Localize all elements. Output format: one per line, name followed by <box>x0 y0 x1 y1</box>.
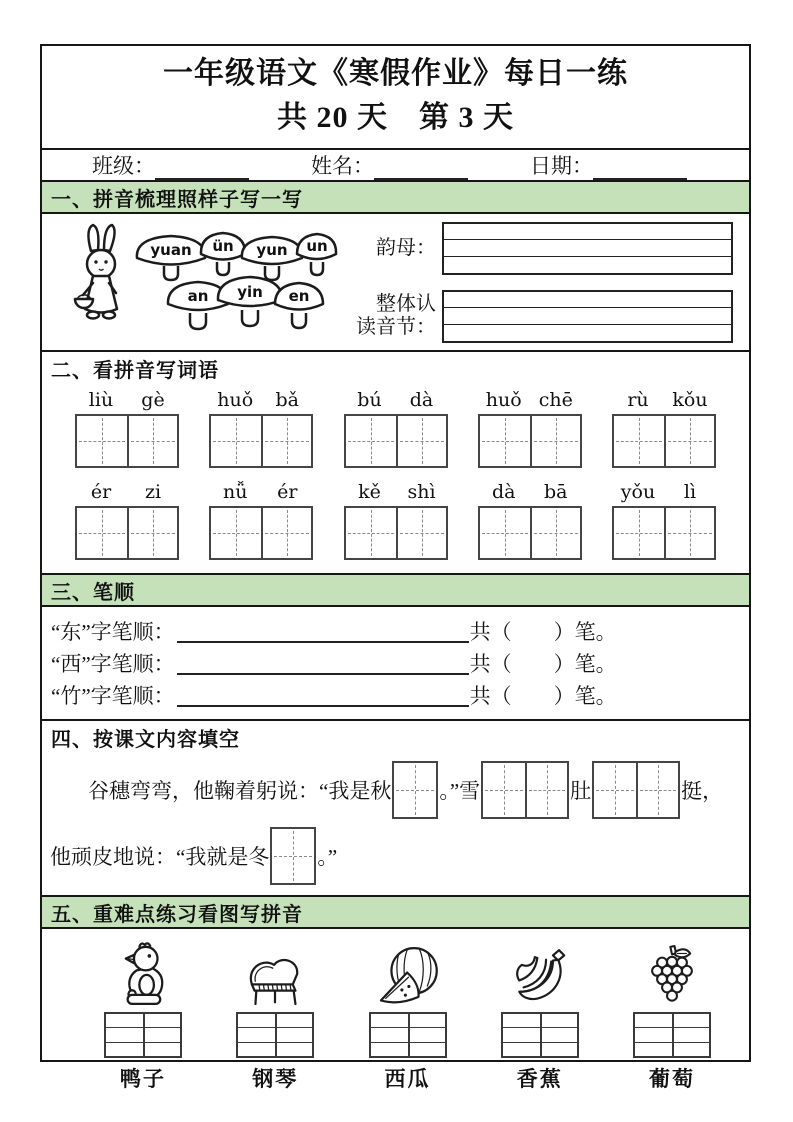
name-blank[interactable] <box>374 156 468 180</box>
mushroom-pinyin: yuan <box>150 241 192 259</box>
yunmu-label: 韵母： <box>376 236 436 259</box>
hanzi-writing-grid[interactable] <box>612 414 716 468</box>
hanzi-writing-grid[interactable] <box>75 414 179 468</box>
fill-text: 挺， <box>681 779 724 803</box>
student-info-row <box>42 150 749 180</box>
pinyin-answer-grid[interactable] <box>633 1012 711 1058</box>
section-1-body <box>42 214 749 350</box>
rabbit-mushroom-illustration <box>66 220 338 344</box>
fill-in-line-1 <box>50 761 741 819</box>
fill-text: 。” <box>317 845 338 869</box>
picture-label: 钢琴 <box>252 1068 299 1091</box>
section-3-body <box>42 607 749 719</box>
zhengti-answer-box[interactable] <box>442 290 733 343</box>
title-block <box>42 46 749 150</box>
picture-item <box>345 937 471 1093</box>
stroke-count-suffix: 共（ ）笔。 <box>469 652 617 676</box>
stroke-order-line <box>51 614 740 646</box>
stroke-order-prefix: “东”字笔顺： <box>51 620 175 644</box>
class-blank[interactable] <box>155 156 249 180</box>
hanzi-writing-grid[interactable] <box>612 506 716 560</box>
mushroom-pinyin: ün <box>212 237 234 255</box>
hanzi-writing-grid[interactable] <box>209 506 313 560</box>
date-field <box>530 150 687 180</box>
picture-item <box>609 937 735 1093</box>
pinyin-answer-grid[interactable] <box>104 1012 182 1058</box>
pinyin-answer-grid[interactable] <box>369 1012 447 1058</box>
stroke-order-blank[interactable] <box>177 617 469 643</box>
picture-label: 香蕉 <box>516 1068 563 1091</box>
stroke-order-line <box>51 646 740 678</box>
class-field <box>92 150 249 180</box>
pinyin-word-row-1 <box>42 389 749 468</box>
fill-in-grid[interactable] <box>592 761 680 819</box>
section-5-header: 五、重难点练习看图写拼音 <box>42 895 749 929</box>
pinyin-answer-grid[interactable] <box>236 1012 314 1058</box>
section-3-header: 三、笔顺 <box>42 573 749 607</box>
fill-text: 他顽皮地说：“我就是冬 <box>50 845 270 869</box>
fill-in-line-2 <box>50 827 741 885</box>
picture-item <box>212 937 338 1093</box>
hanzi-writing-grid[interactable] <box>478 506 582 560</box>
mushroom-pinyin: an <box>187 287 209 305</box>
picture-label: 西瓜 <box>384 1068 431 1091</box>
mushroom-pinyin: en <box>288 287 310 305</box>
pinyin-word-group: ér zi <box>75 481 179 560</box>
worksheet-subtitle: 共 20 天 第 3 天 <box>277 101 514 134</box>
hanzi-writing-grid[interactable] <box>75 506 179 560</box>
pinyin-word-group: nǚ ér <box>209 481 313 560</box>
fill-text: 肚 <box>570 779 592 803</box>
picture-label: 葡萄 <box>649 1068 695 1091</box>
picture-item <box>80 937 206 1093</box>
fill-text: 谷穗弯弯，他鞠着躬说：“我是秋 <box>88 779 392 803</box>
section-2 <box>42 350 749 573</box>
stroke-order-prefix: “西”字笔顺： <box>51 652 175 676</box>
section-1-header: 一、拼音梳理照样子写一写 <box>42 180 749 214</box>
hanzi-writing-grid[interactable] <box>344 506 448 560</box>
fill-in-grid[interactable] <box>392 761 438 819</box>
grape-icon <box>648 941 696 1009</box>
pinyin-word-row-2 <box>42 481 749 560</box>
date-label: 日期： <box>530 154 593 178</box>
pinyin-answer-grid[interactable] <box>501 1012 579 1058</box>
pinyin-word-group: huǒ bǎ <box>209 389 313 468</box>
mushroom-pinyin: un <box>306 237 328 255</box>
duck-icon <box>114 939 172 1009</box>
picture-item <box>477 937 603 1093</box>
yunmu-answer-box[interactable] <box>442 222 733 275</box>
section-4-header: 四、按课文内容填空 <box>51 729 240 751</box>
mushroom-pinyin: yin <box>237 283 263 301</box>
piano-icon <box>243 951 307 1009</box>
stroke-order-line <box>51 678 740 710</box>
zhengti-label: 整体认 读音节： <box>356 293 436 338</box>
fill-in-grid[interactable] <box>270 827 316 885</box>
picture-label: 鸭子 <box>120 1068 166 1091</box>
mushroom-pinyin: yun <box>256 241 288 259</box>
fill-in-grid[interactable] <box>481 761 569 819</box>
pinyin-word-group: dà bā <box>478 481 582 560</box>
watermelon-icon <box>374 943 442 1009</box>
name-label: 姓名： <box>311 154 374 178</box>
pinyin-word-group: rù kǒu <box>612 389 716 468</box>
fill-text: 。”雪 <box>439 779 481 803</box>
stroke-order-prefix: “竹”字笔顺： <box>51 684 175 708</box>
section-5-body <box>42 929 749 1093</box>
stroke-order-blank[interactable] <box>177 649 469 675</box>
class-label: 班级： <box>92 154 155 178</box>
worksheet-page <box>40 44 751 1091</box>
hanzi-writing-grid[interactable] <box>209 414 313 468</box>
banana-icon <box>508 945 572 1009</box>
date-blank[interactable] <box>593 156 687 180</box>
pinyin-word-group: liù gè <box>75 389 179 468</box>
section-4 <box>42 719 749 895</box>
name-field <box>311 150 468 180</box>
pinyin-word-group: huǒ chē <box>478 389 582 468</box>
section-2-header: 二、看拼音写词语 <box>51 360 219 382</box>
stroke-count-suffix: 共（ ）笔。 <box>469 684 617 708</box>
worksheet-title: 一年级语文《寒假作业》每日一练 <box>163 57 628 90</box>
pinyin-word-group: kě shì <box>344 481 448 560</box>
stroke-count-suffix: 共（ ）笔。 <box>469 620 617 644</box>
stroke-order-blank[interactable] <box>177 681 469 707</box>
pinyin-word-group: bú dà <box>344 389 448 468</box>
pinyin-word-group: yǒu lì <box>612 481 716 560</box>
hanzi-writing-grid[interactable] <box>344 414 448 468</box>
hanzi-writing-grid[interactable] <box>478 414 582 468</box>
